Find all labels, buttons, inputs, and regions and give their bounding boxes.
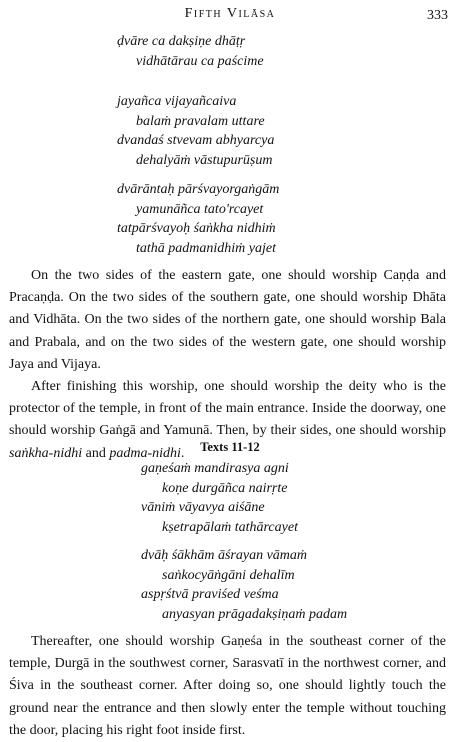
verse-line: dvārāntaḥ pārśvayorgaṅgām bbox=[117, 182, 280, 197]
verse-line: vidhātārau ca paścime bbox=[136, 53, 264, 69]
verse-line: kṣetrapālaṁ tathārcayet bbox=[162, 519, 298, 535]
verse-line: dvandaś stvevam abhyarcya bbox=[117, 133, 275, 148]
running-header bbox=[0, 6, 460, 28]
verse-group-1 bbox=[0, 32, 460, 71]
translation-text-2 bbox=[9, 631, 446, 742]
page-number: 333 bbox=[427, 8, 448, 23]
paragraph: Thereafter, one should worship Gaṇeśa in the southeast corner of the temple, Durgā in the southwest corner, Sarasvatī in the northwest corner, and Śiva in the southeast corner. After doing so, one should lightly touch the ground near the entrance and then slowly enter the temple without touching the door, placing his right foot inside first. bbox=[9, 634, 446, 738]
verse-line: anyasyan prāgadakṣiṇaṁ padam bbox=[162, 606, 348, 622]
verse-line: tathā padmanidhiṁ yajet bbox=[136, 240, 276, 256]
verse-line: saṅkocyāṅgāni dehalīm bbox=[162, 567, 295, 583]
term-italic: padma-nidhi bbox=[109, 445, 181, 461]
verse-group-5 bbox=[0, 546, 460, 624]
verse-group-2 bbox=[0, 92, 460, 170]
section-heading: Texts 11-12 bbox=[200, 440, 260, 454]
verse-line: dehalyāṁ vāstupurūṣum bbox=[136, 152, 273, 168]
verse-group-3 bbox=[0, 180, 460, 258]
verse-line: gaṇeśaṁ mandirasya agni bbox=[141, 461, 289, 476]
verse-line: balaṁ pravalam uttare bbox=[136, 113, 265, 129]
verse-line: vāniṁ vāyavya aiśāne bbox=[141, 500, 265, 515]
chapter-title: Fifth Vilāsa bbox=[184, 6, 276, 21]
verse-line: aspṛśtvā praviśed veśma bbox=[141, 587, 279, 602]
paragraph-text: and bbox=[82, 445, 110, 461]
verse-line: tatpārśvayoḥ śaṅkha nidhiṁ bbox=[117, 221, 276, 236]
verse-line: koṇe durgāñca nairṛte bbox=[162, 480, 288, 496]
verse-line: yamunāñca tato'rcayet bbox=[136, 201, 264, 217]
translation-text bbox=[9, 265, 446, 465]
term-italic: saṅkha-nidhi bbox=[9, 445, 83, 461]
verse-group-4 bbox=[0, 459, 460, 537]
verse-line: jayañca vijayañcaiva bbox=[117, 94, 237, 109]
paragraph-text: . bbox=[180, 445, 185, 461]
verse-line: dvāḥ śākhām āśrayan vāmaṁ bbox=[141, 548, 308, 563]
paragraph: On the two sides of the eastern gate, one should worship Caṇḍa and Pracaṇḍa. On the two sides of the southern gate, one should worship Dhāta and Vidhāta. On the two sides of the northern gate, one should worship Bala and Prabala, and on the two sides of the western gate, one should worship Jaya and Vijaya. bbox=[9, 268, 446, 372]
verse-line: ḍvāre ca dakṣiṇe dhāṭṛ bbox=[117, 34, 246, 49]
paragraph-text: After finishing this worship, one should worship the deity who is the protector of the temple, in front of the main entrance. Inside the doorway, one should worship Gaṅgā and Yamunā. Then, by their sides, one should worship bbox=[9, 379, 446, 439]
